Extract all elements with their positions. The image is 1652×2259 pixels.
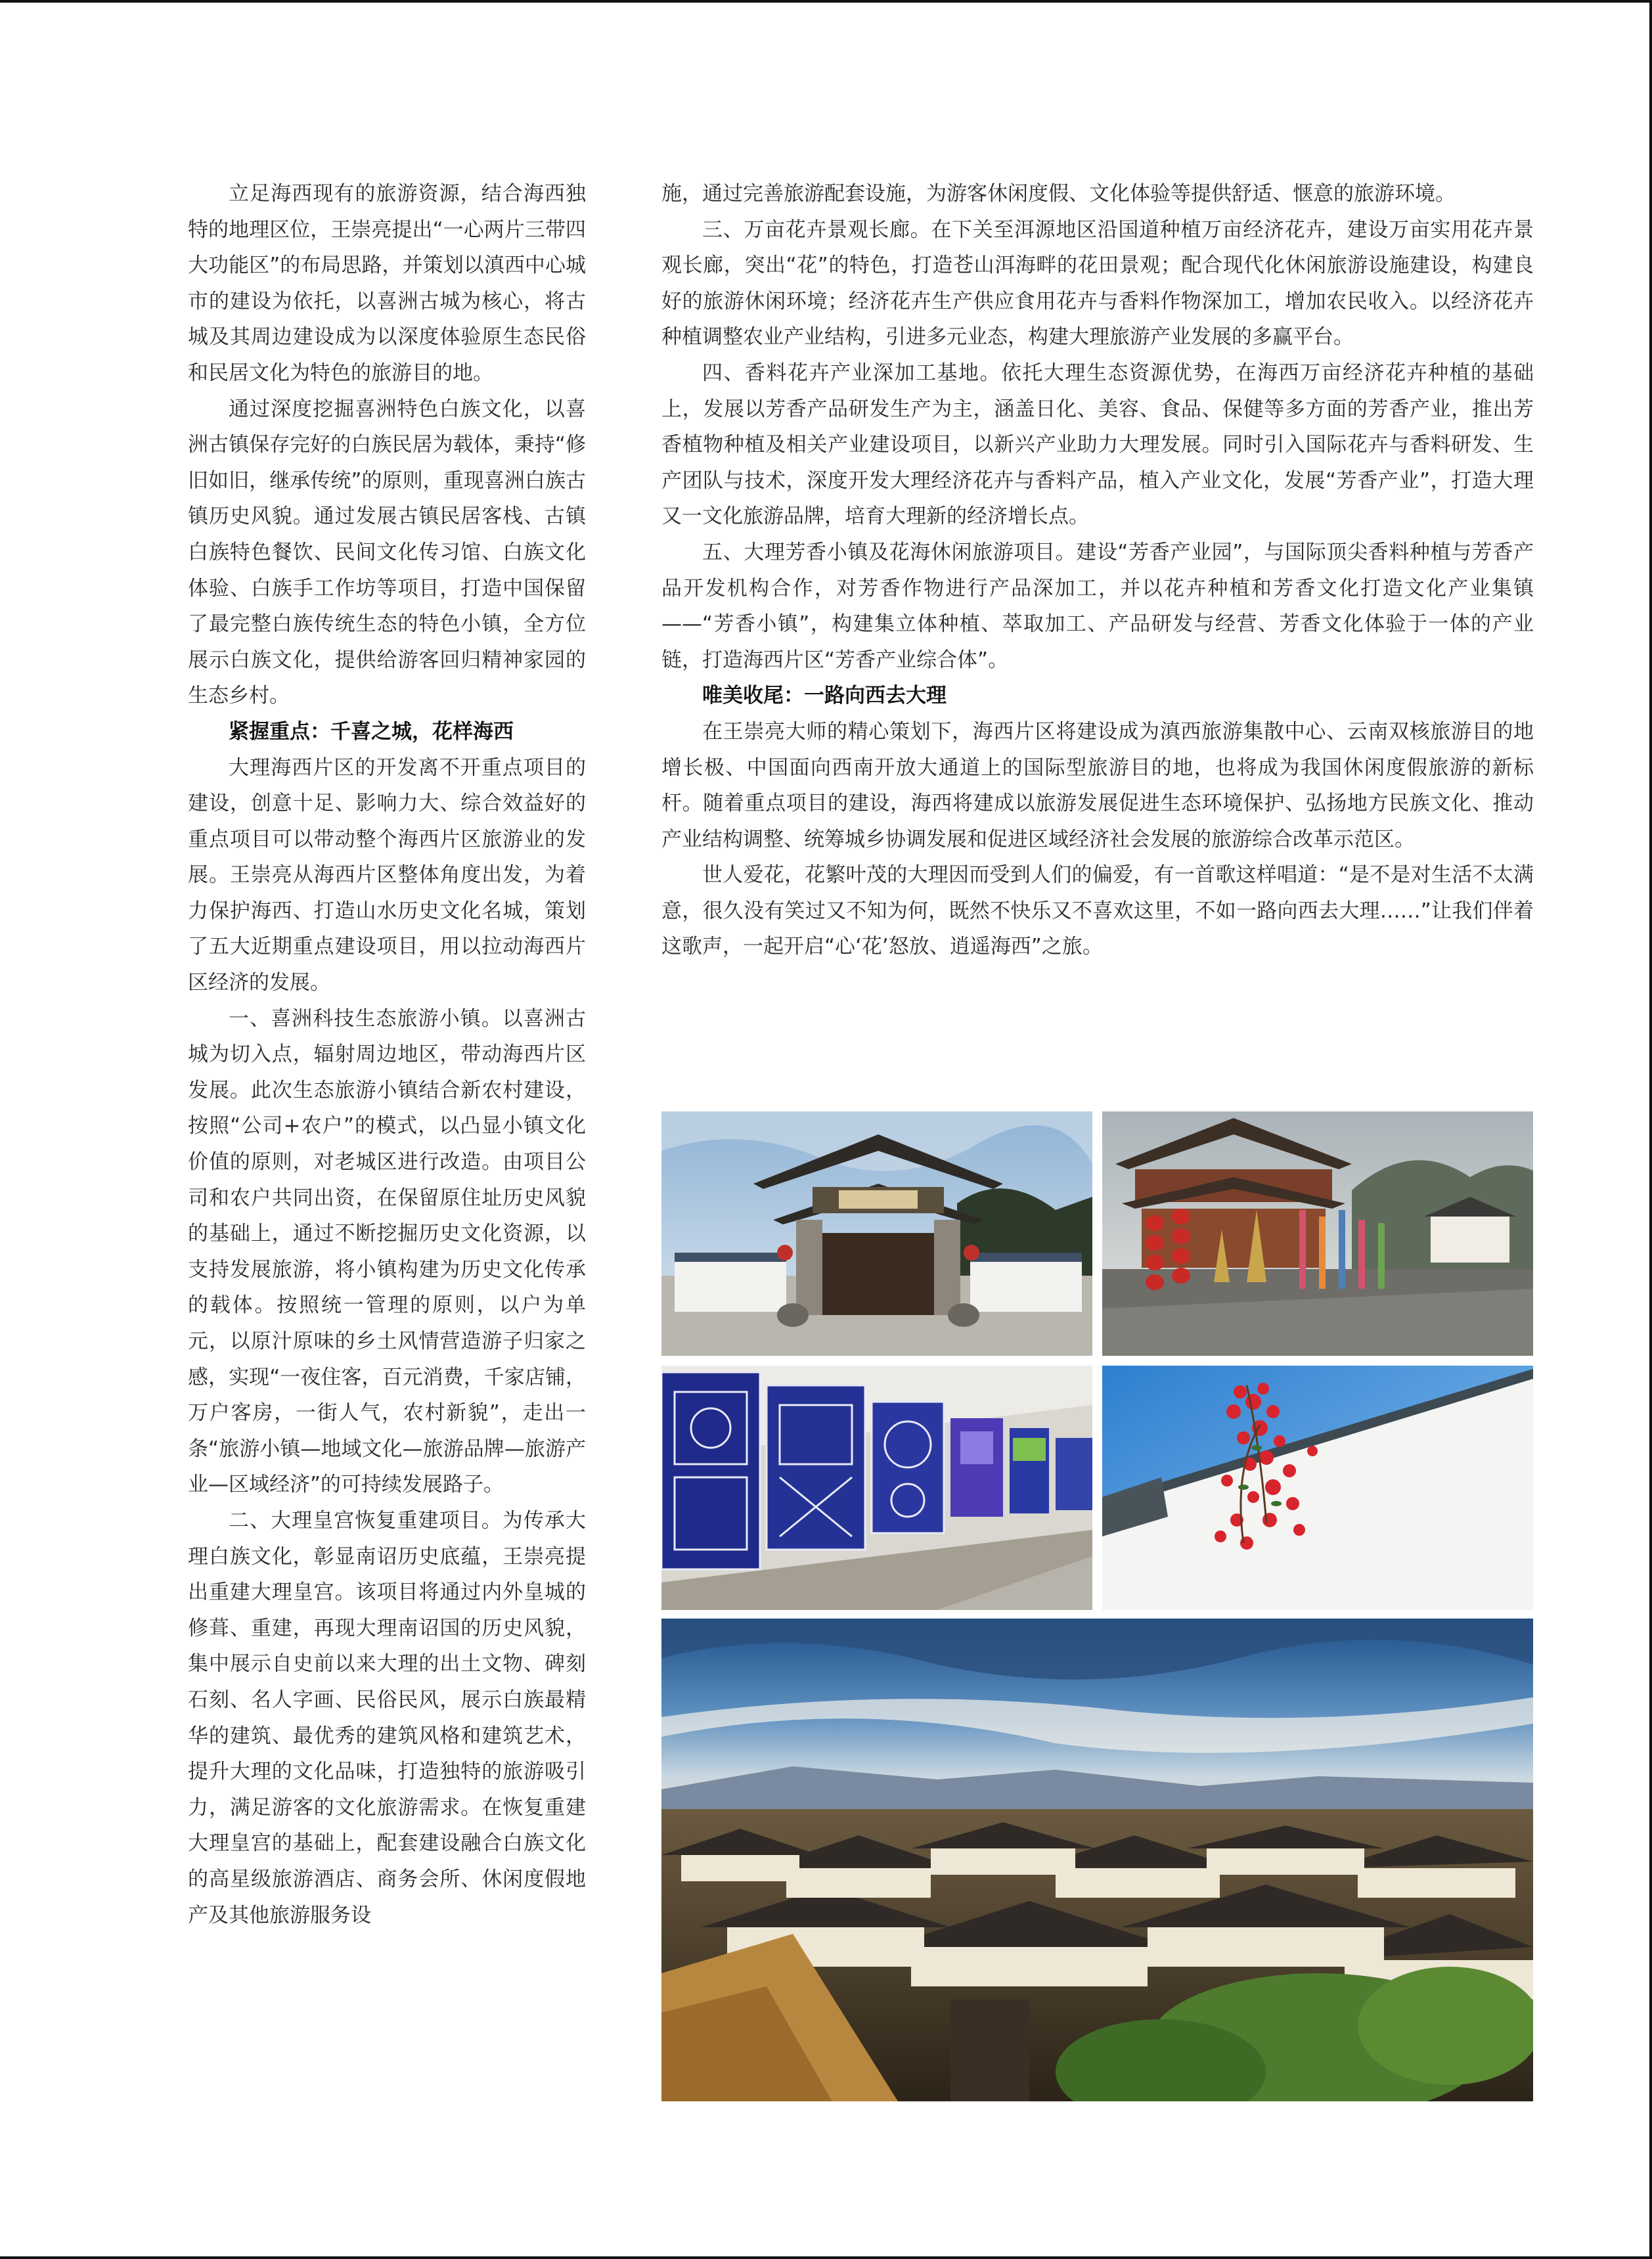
tie-dye-cloth-icon <box>661 1366 1092 1610</box>
page-border-top <box>0 0 1652 3</box>
page-border-right <box>1649 0 1652 2259</box>
paragraph: 二、大理皇宫恢复重建项目。为传承大理白族文化，彰显南诏历史底蕴，王崇亮提出重建大理皇宫。该项目将通过内外皇城的修葺、重建，再现大理南诏国的历史风貌，集中展示自史前以来大理的出土文物、碑刻石刻、名人字画、民俗民风，展示白族最精华的建筑、最优秀的建筑风格和建筑艺术，提升大理的文化品味，打造独特的旅游吸引力，满足游客的文化旅游需求。在恢复重建大理皇宫的基础上，配套建设融合白族文化的高星级旅游酒店、商务会所、休闲度假地产及其他旅游服务设 <box>188 1508 586 1927</box>
right-text-column <box>661 176 1534 965</box>
paragraph: 五、大理芳香小镇及花海休闲旅游项目。建设“芳香产业园”，与国际顶尖香料种植与芳香产品开发机构合作，对芳香作物进行产品深加工，并以花卉种植和芳香文化打造文化产业集镇——“芳香小镇”，构建集立体种植、萃取加工、产品研发与经营、芳香文化体验于一体的产业链，打造海西片区“芳香产业综合体”。 <box>661 540 1534 672</box>
paragraph: 立足海西现有的旅游资源，结合海西独特的地理区位，王崇亮提出“一心两片三带四大功能区”的布局思路，并策划以滇西中心城市的建设为依托，以喜洲古城为核心，将古城及其周边建设成为以深度体验原生态民俗和民居文化为特色的旅游目的地。 <box>188 182 586 385</box>
page-border-bottom <box>0 2256 1652 2259</box>
bougainvillea-wall-icon <box>1102 1366 1533 1610</box>
photo-old-town-panorama <box>661 1619 1533 2101</box>
old-town-panorama-icon <box>661 1619 1533 2101</box>
paragraph: 三、万亩花卉景观长廊。在下关至洱源地区沿国道种植万亩经济花卉，建设万亩实用花卉景观长廊，突出“花”的特色，打造苍山洱海畔的花田景观；配合现代化休闲旅游设施建设，构建良好的旅游休闲环境；经济花卉生产供应食用花卉与香料作物深加工，增加农民收入。以经济花卉种植调整农业产业结构，引进多元业态，构建大理旅游产业发展的多赢平台。 <box>661 217 1534 349</box>
paragraph: 大理海西片区的开发离不开重点项目的建设，创意十足、影响力大、综合效益好的重点项目可以带动整个海西片区旅游业的发展。王崇亮从海西片区整体角度出发，为着力保护海西、打造山水历史文化名城，策划了五大近期重点建设项目，用以拉动海西片区经济的发展。 <box>188 755 586 995</box>
paragraph-continued: 施，通过完善旅游配套设施，为游客休闲度假、文化体验等提供舒适、惬意的旅游环境。 <box>661 182 1456 206</box>
section-heading: 紧握重点：千喜之城，花样海西 <box>229 719 514 744</box>
paragraph: 四、香料花卉产业深加工基地。依托大理生态资源优势，在海西万亩经济花卉种植的基础上，发展以芳香产品研发生产为主，涵盖日化、美容、食品、保健等多方面的芳香产业，推出芳香植物种植及相关产业建设项目，以新兴产业助力大理发展。同时引入国际花卉与香料研发、生产团队与技术，深度开发大理经济花卉与香料产品，植入产业文化，发展“芳香产业”，打造大理又一文化旅游品牌，培育大理新的经济增长点。 <box>661 361 1534 529</box>
photo-archway <box>661 1111 1092 1356</box>
paragraph: 世人爱花，花繁叶茂的大理因而受到人们的偏爱，有一首歌这样唱道：“是不是对生活不太满意，很久没有笑过又不知为何，既然不快乐又不喜欢这里，不如一路向西去大理……”让我们伴着这歌声，一起开启“心‘花’怒放、逍遥海西”之旅。 <box>661 863 1534 959</box>
photo-tie-dye <box>661 1366 1092 1610</box>
archway-icon <box>661 1111 1092 1356</box>
paragraph: 一、喜洲科技生态旅游小镇。以喜洲古城为切入点，辐射周边地区，带动海西片区发展。此次生态旅游小镇结合新农村建设，按照“公司+农户”的模式，以凸显小镇文化价值的原则，对老城区进行改造。由项目公司和农户共同出资，在保留原住址历史风貌的基础上，通过不断挖掘历史文化资源，以支持发展旅游，将小镇构建为历史文化传承的载体。按照统一管理的原则，以户为单元，以原汁原味的乡土风情营造游子归家之感，实现“一夜住客，百元消费，千家店铺，万户客房，一街人气，农村新貌”，走出一条“旅游小镇—地域文化—旅游品牌—旅游产业—区域经济”的可持续发展路子。 <box>188 1006 586 1497</box>
paragraph: 在王崇亮大师的精心策划下，海西片区将建设成为滇西旅游集散中心、云南双核旅游目的地增长极、中国面向西南开放大通道上的国际型旅游目的地，也将成为我国休闲度假旅游的新标杆。随着重点项目的建设，海西将建成以旅游发展促进生态环境保护、弘扬地方民族文化、推动产业结构调整、统筹城乡协调发展和促进区域经济社会发展的旅游综合改革示范区。 <box>661 719 1534 851</box>
photo-bougainvillea <box>1102 1366 1533 1610</box>
palace-icon <box>1102 1111 1533 1356</box>
photo-palace <box>1102 1111 1533 1356</box>
left-text-column <box>188 176 586 1933</box>
section-heading: 唯美收尾：一路向西去大理 <box>702 684 947 708</box>
paragraph: 通过深度挖掘喜洲特色白族文化，以喜洲古镇保存完好的白族民居为载体，秉持“修旧如旧，继承传统”的原则，重现喜洲白族古镇历史风貌。通过发展古镇民居客栈、古镇白族特色餐饮、民间文化传习馆、白族文化体验、白族手工作坊等项目，打造中国保留了最完整白族传统生态的特色小镇，全方位展示白族文化，提供给游客回归精神家园的生态乡村。 <box>188 397 586 708</box>
